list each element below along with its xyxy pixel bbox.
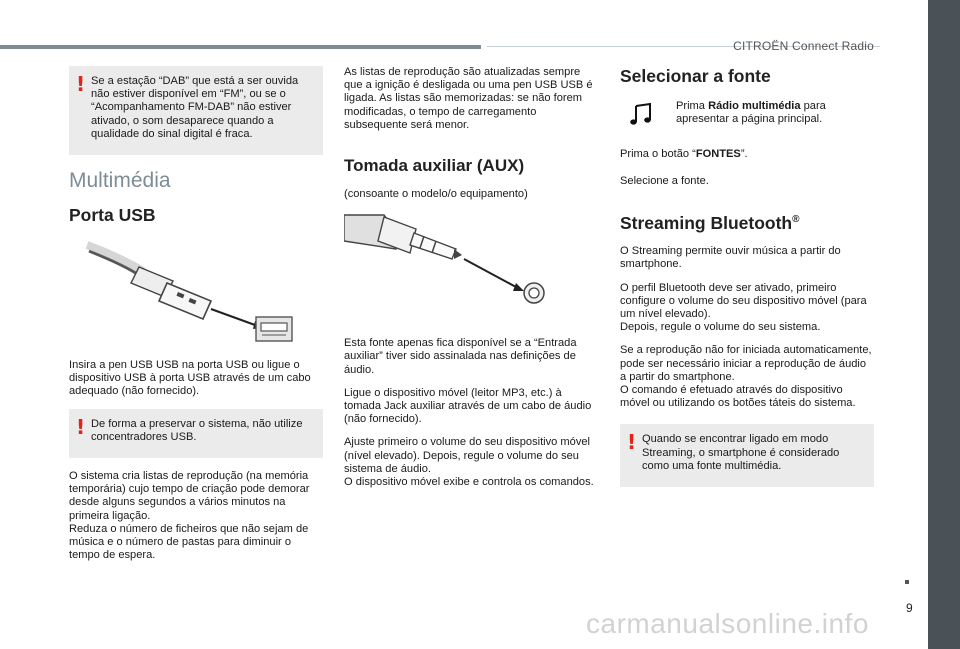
warning-box-streaming xyxy=(620,424,874,487)
usb-paragraph: Insira a pen USB USB na porta USB ou ligue o dispositivo USB à porta USB através de um cabo adequado (não fornecido). xyxy=(69,359,311,398)
usb-illustration xyxy=(69,237,323,345)
usb-paragraph-2-line-1: O sistema cria listas de reprodução (na memória temporária) cujo tempo de criação pode demorar desde alguns segundos a vários minutos na primeira ligação. xyxy=(69,470,310,522)
aux-paragraph-1: Esta fonte apenas fica disponível se a “Entrada auxiliar” tiver sido assinalada nas definições de áudio. xyxy=(344,337,577,376)
usb-heading: Porta USB xyxy=(69,205,156,226)
warning-icon: ! xyxy=(76,414,86,439)
warning-box-usb xyxy=(69,409,323,458)
bluetooth-paragraph-2 xyxy=(620,282,874,335)
bluetooth-heading-text: Streaming Bluetooth xyxy=(620,213,793,234)
usb-paragraph-2 xyxy=(69,470,323,562)
bluetooth-paragraph-3 xyxy=(620,344,874,410)
page-number: 9 xyxy=(906,601,913,615)
source-step-2 xyxy=(620,148,874,161)
source-step-1-prefix: Prima xyxy=(676,100,709,112)
source-step-1-text xyxy=(676,100,874,126)
column-1 xyxy=(69,66,323,572)
source-step-2-prefix: Prima o botão “ xyxy=(620,148,696,160)
aux-paragraph-3-line-2: O dispositivo móvel exibe e controla os comandos. xyxy=(344,476,594,489)
column-3 xyxy=(620,66,874,499)
watermark: carmanualsonline.info xyxy=(586,608,869,639)
source-step-2-suffix: ”. xyxy=(740,148,748,160)
bluetooth-paragraph-1: O Streaming permite ouvir música a partir do smartphone. xyxy=(620,245,841,271)
source-step-1-bold: Rádio multimédia xyxy=(708,100,801,112)
side-bar xyxy=(928,0,960,649)
playlist-paragraph: As listas de reprodução são atualizadas sempre que a ignição é desligada ou uma pen USB USB é ligada. As listas são memorizadas: se não forem modificadas, o tempo de carregamento subsequente será menor. xyxy=(344,66,593,131)
warning-icon: ! xyxy=(627,430,637,455)
warning-icon: ! xyxy=(76,72,86,96)
warning-text: Se a estação “DAB” que está a ser ouvida não estiver disponível em “FM”, ou se o “Acompanhamento FM-DAB” não estiver ativado, o som desaparece quando a qualidade do sinal digital é fraca. xyxy=(91,75,299,140)
aux-paragraph-3 xyxy=(344,436,598,489)
bluetooth-paragraph-2-line-1: O perfil Bluetooth deve ser ativado, primeiro configure o volume do seu dispositivo móvel (para um nível elevado). xyxy=(620,281,867,321)
source-step-1-suffix: para apresentar a página principal. xyxy=(676,100,826,126)
source-step-3: Selecione a fonte. xyxy=(620,175,709,188)
bluetooth-heading xyxy=(620,210,874,233)
header-title: CITROËN Connect Radio xyxy=(733,39,874,53)
aux-heading: Tomada auxiliar (AUX) xyxy=(344,156,525,176)
source-heading: Selecionar a fonte xyxy=(620,66,771,86)
bluetooth-paragraph-3-line-2: O comando é efetuado através do dispositivo móvel ou utilizando os botões táteis do sistema. xyxy=(620,384,856,410)
page-marker xyxy=(905,580,909,584)
header-rule xyxy=(0,45,481,49)
source-step-2-bold: FONTES xyxy=(695,148,741,160)
warning-box-dab xyxy=(69,66,323,155)
aux-paragraph-3-line-1: Ajuste primeiro o volume do seu dispositivo móvel (nível elevado). Depois, regule o volume do seu sistema de áudio. xyxy=(344,436,591,475)
aux-note: (consoante o modelo/o equipamento) xyxy=(344,188,528,201)
bluetooth-paragraph-2-line-2: Depois, regule o volume do seu sistema. xyxy=(620,321,821,334)
column-2 xyxy=(344,66,598,499)
warning-text: De forma a preservar o sistema, não utilize concentradores USB. xyxy=(91,417,303,443)
aux-illustration xyxy=(344,211,598,323)
usb-paragraph-2-line-2: Reduza o número de ficheiros que não sejam de música e o número de pastas para diminuir o tempo de espera. xyxy=(69,522,309,562)
source-step-1 xyxy=(620,100,874,136)
section-title: Multimédia xyxy=(69,169,171,193)
warning-text: Quando se encontrar ligado em modo Streaming, o smartphone é considerado como uma fonte multimédia. xyxy=(642,433,840,472)
registered-mark: ® xyxy=(792,214,800,226)
aux-paragraph-2: Ligue o dispositivo móvel (leitor MP3, etc.) à tomada Jack auxiliar através de um cabo de áudio (não fornecido). xyxy=(344,386,592,426)
bluetooth-paragraph-3-line-1: Se a reprodução não for iniciada automaticamente, pode ser necessário iniciar a reprodução de áudio a partir do smartphone. xyxy=(620,344,872,383)
music-note-icon xyxy=(630,102,656,126)
